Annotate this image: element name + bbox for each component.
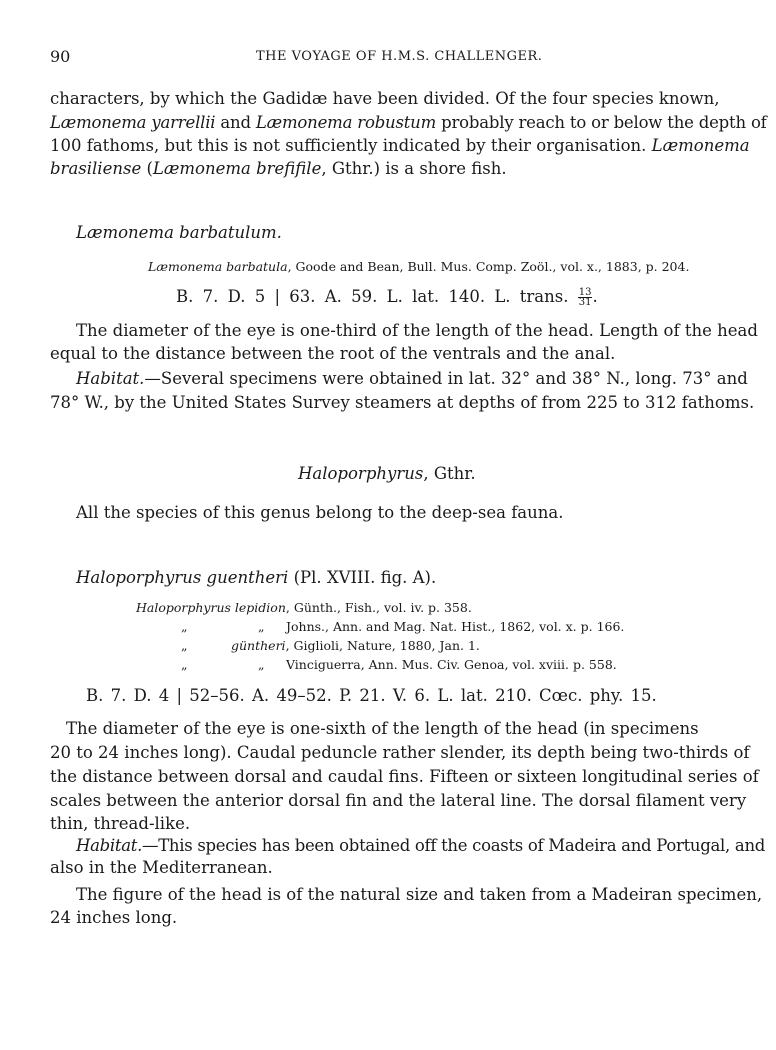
synonym-reference: , Goode and Bean, Bull. Mus. Comp. Zoöl., vol. x., 1883, p. 204. — [287, 259, 690, 274]
habitat-line-2: also in the Mediterranean. — [50, 858, 273, 877]
synonym-reference: , Günth., Fish., vol. iv. p. 358. — [285, 600, 472, 615]
running-title: THE VOYAGE OF H.M.S. CHALLENGER. — [256, 49, 543, 64]
text-span: 100 fathoms, but this is not sufficiently indicated by their organisation. — [50, 136, 652, 155]
text-span: , Gthr.) is a shore fish. — [321, 159, 507, 178]
fraction-denominator: 31 — [578, 297, 592, 308]
habitat-label: Habitat. — [76, 836, 143, 855]
description-line-1: The diameter of the eye is one-sixth of the length of the head (in specimens — [66, 719, 699, 738]
habitat-line-2: 78° W., by the United States Survey steamers at depths of from 225 to 312 fathoms. — [50, 393, 755, 412]
habitat-line-1 — [76, 835, 765, 857]
figure-note-line-2: 24 inches long. — [50, 908, 178, 927]
habitat-line-1 — [76, 368, 748, 390]
species-heading-rest: (Pl. XVIII. fig. A). — [288, 568, 437, 587]
synonym-line — [148, 258, 689, 276]
figure-note-line-1: The figure of the head is of the natural size and taken from a Madeiran specimen, — [76, 885, 763, 904]
species-heading-text: Læmonema barbatulum. — [76, 223, 282, 242]
synonym-name: Haloporphyrus lepidion — [136, 600, 286, 615]
text-span: probably reach to or below the depth of — [436, 113, 767, 132]
synonym-name: Læmonema barbatula — [148, 259, 288, 274]
synonym-line-3 — [231, 637, 480, 655]
habitat-label: Habitat. — [76, 369, 145, 388]
text-span: and — [215, 113, 256, 132]
species-heading-name: Haloporphyrus guentheri — [76, 568, 289, 587]
species-heading-laemonema-barbatulum — [76, 222, 282, 244]
page-number: 90 — [50, 47, 71, 66]
intro-line-1: characters, by which the Gadidæ have been divided. Of the four species known, — [50, 89, 720, 108]
description-line-5: thin, thread-like. — [50, 814, 191, 833]
fraction — [578, 288, 593, 307]
synonym-name: güntheri — [231, 638, 286, 653]
species-name: Læmonema robustum — [255, 113, 437, 132]
species-name: Læmonema yarrellii — [50, 113, 216, 132]
formula-end: . — [592, 287, 598, 306]
synonym-reference: Johns., Ann. and Mag. Nat. Hist., 1862, vol. x. p. 166. — [286, 619, 625, 634]
genus-author: , Gthr. — [423, 464, 476, 483]
text-span: ( — [141, 159, 153, 178]
formula-text: B. 7. D. 5 | 63. A. 59. L. lat. 140. L. trans. — [176, 287, 569, 306]
description-line-3: the distance between dorsal and caudal fins. Fifteen or sixteen longitudinal series of — [50, 767, 759, 786]
synonym-reference: Vinciguerra, Ann. Mus. Civ. Genoa, vol. xviii. p. 558. — [286, 657, 617, 672]
species-name: Læmonema brefifile — [152, 159, 322, 178]
synonym-line-1 — [136, 599, 472, 617]
description-line-1: The diameter of the eye is one-third of the length of the head. Length of the head — [76, 321, 758, 340]
ditto-mark: „ — [258, 657, 265, 672]
fin-ray-formula — [176, 286, 598, 308]
habitat-text: —This species has been obtained off the coasts of Madeira and Portugal, and — [142, 836, 766, 855]
fraction-numerator: 13 — [578, 287, 592, 298]
genus-name: Haloporphyrus — [298, 464, 424, 483]
species-heading-haloporphyrus-guentheri — [76, 567, 436, 589]
fin-ray-formula: B. 7. D. 4 | 52–56. A. 49–52. P. 21. V. 6. L. lat. 210. Cœc. phy. 15. — [86, 686, 657, 705]
species-epithet: brasiliense — [50, 159, 142, 178]
genus-name: Læmonema — [651, 136, 750, 155]
ditto-mark: „ — [181, 657, 188, 672]
ditto-mark: „ — [181, 638, 188, 653]
intro-line-2 — [50, 112, 767, 134]
intro-line-3 — [50, 135, 750, 157]
description-line-2: 20 to 24 inches long). Caudal peduncle rather slender, its depth being two-thirds of — [50, 743, 750, 762]
ditto-mark: „ — [258, 619, 265, 634]
intro-line-4 — [50, 158, 507, 180]
ditto-mark: „ — [181, 619, 188, 634]
habitat-text: —Several specimens were obtained in lat. 32° and 38° N., long. 73° and — [144, 369, 748, 388]
description-line-4: scales between the anterior dorsal fin and the lateral line. The dorsal filament very — [50, 791, 747, 810]
genus-heading — [298, 463, 476, 485]
synonym-reference: , Giglioli, Nature, 1880, Jan. 1. — [285, 638, 480, 653]
genus-text: All the species of this genus belong to the deep-sea fauna. — [76, 503, 564, 522]
description-line-2: equal to the distance between the root of the ventrals and the anal. — [50, 344, 616, 363]
